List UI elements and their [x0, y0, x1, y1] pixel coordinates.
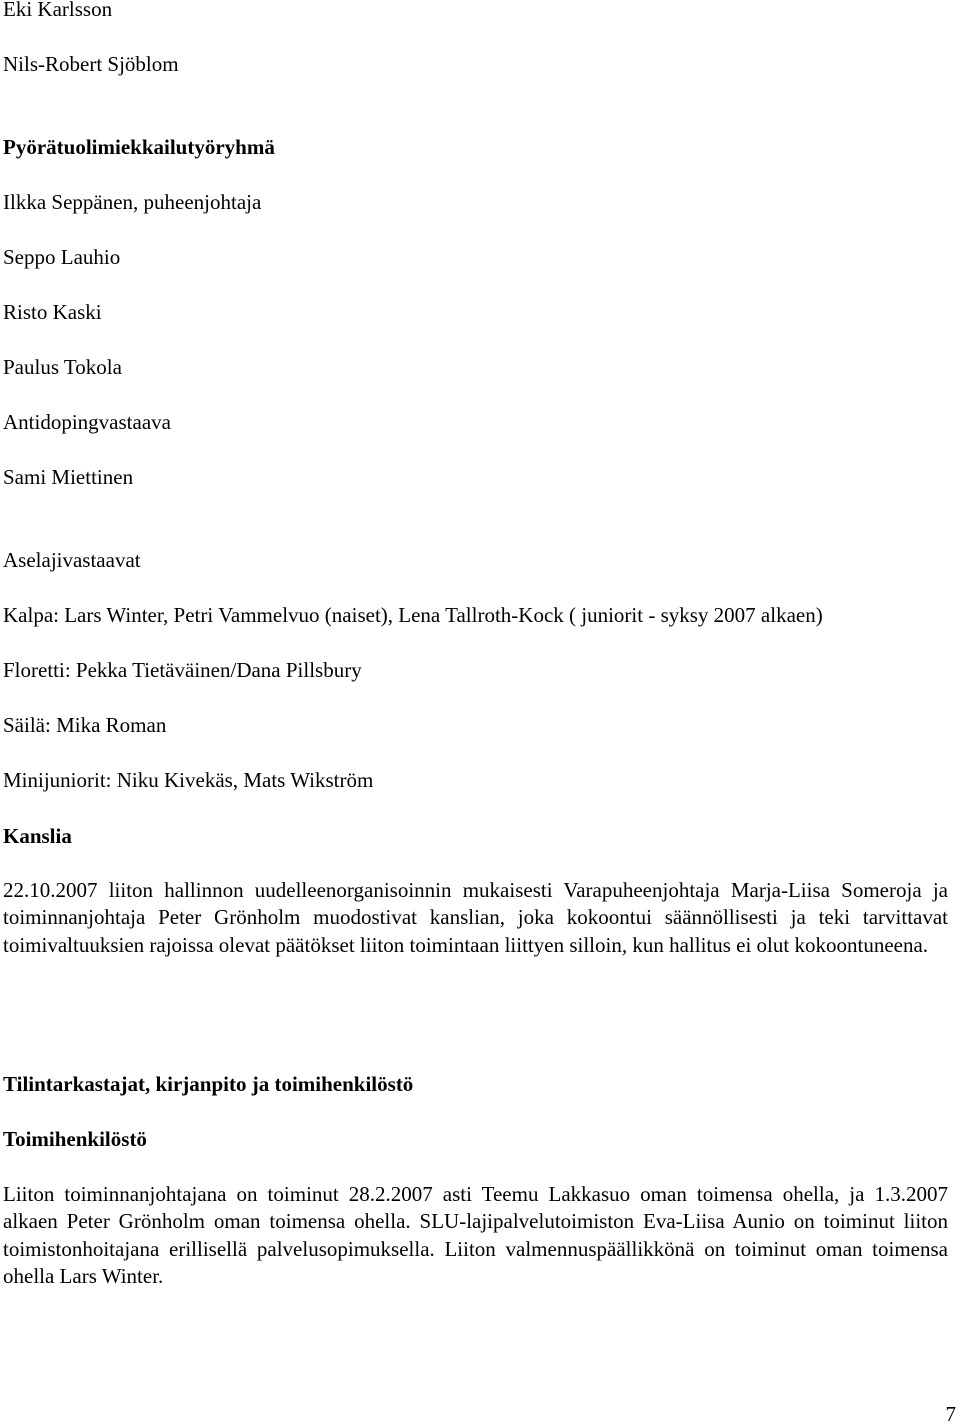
member-seppo-lauhio: Seppo Lauhio	[3, 245, 121, 269]
toimihenkilosto-paragraph: Liiton toiminnanjohtajana on toiminut 28.2.2007 asti Teemu Lakkasuo oman toimensa ohella, ja 1.3.2007 alkaen Peter Grönholm oman toimensa ohella. SLU-lajipalvelutoimiston Eva-Liisa Aunio on toiminut liiton toimistonhoitajana erillisellä palvelusopimuksella. Liiton valmennuspäällikkönä on toiminut oman toimensa ohella Lars Winter.	[3, 1182, 948, 1288]
page-number: 7	[945, 1402, 956, 1426]
kanslia-paragraph: 22.10.2007 liiton hallinnon uudelleenorganisoinnin mukaisesti Varapuheenjohtaja Marja-Liisa Someroja ja toiminnanjohtaja Peter Grönholm muodostivat kanslian, joka kokoontui säännöllisesti ja teki tarvittavat toimivaltuuksien rajoissa olevat päätökset liiton toimintaan liittyen silloin, kun hallitus ei olut kokoontuneena.	[3, 878, 948, 957]
aselaji-kalpa: Kalpa: Lars Winter, Petri Vammelvuo (naiset), Lena Tallroth-Kock ( juniorit - syksy 2007 alkaen)	[3, 603, 823, 627]
member-eki-karlsson: Eki Karlsson	[3, 0, 113, 21]
member-ilkka-seppanen: Ilkka Seppänen, puheenjohtaja	[3, 190, 262, 214]
aselaji-saila: Säilä: Mika Roman	[3, 713, 167, 737]
member-paulus-tokola: Paulus Tokola	[3, 355, 122, 379]
aselaji-floretti: Floretti: Pekka Tietäväinen/Dana Pillsbury	[3, 658, 362, 682]
heading-antidopingvastaava: Antidopingvastaava	[3, 410, 171, 434]
heading-toimihenkilosto: Toimihenkilöstö	[3, 1127, 147, 1151]
aselaji-minijuniorit: Minijuniorit: Niku Kivekäs, Mats Wikström	[3, 768, 374, 792]
heading-pyoratuolimiekkailutyoryhma: Pyörätuolimiekkailutyöryhmä	[3, 135, 275, 159]
member-sami-miettinen: Sami Miettinen	[3, 465, 134, 489]
heading-tilintarkastajat: Tilintarkastajat, kirjanpito ja toimihenkilöstö	[3, 1072, 414, 1096]
member-risto-kaski: Risto Kaski	[3, 300, 102, 324]
heading-kanslia: Kanslia	[3, 824, 72, 848]
member-nils-robert-sjoblom: Nils-Robert Sjöblom	[3, 52, 179, 76]
heading-aselajivastaavat: Aselajivastaavat	[3, 548, 141, 572]
